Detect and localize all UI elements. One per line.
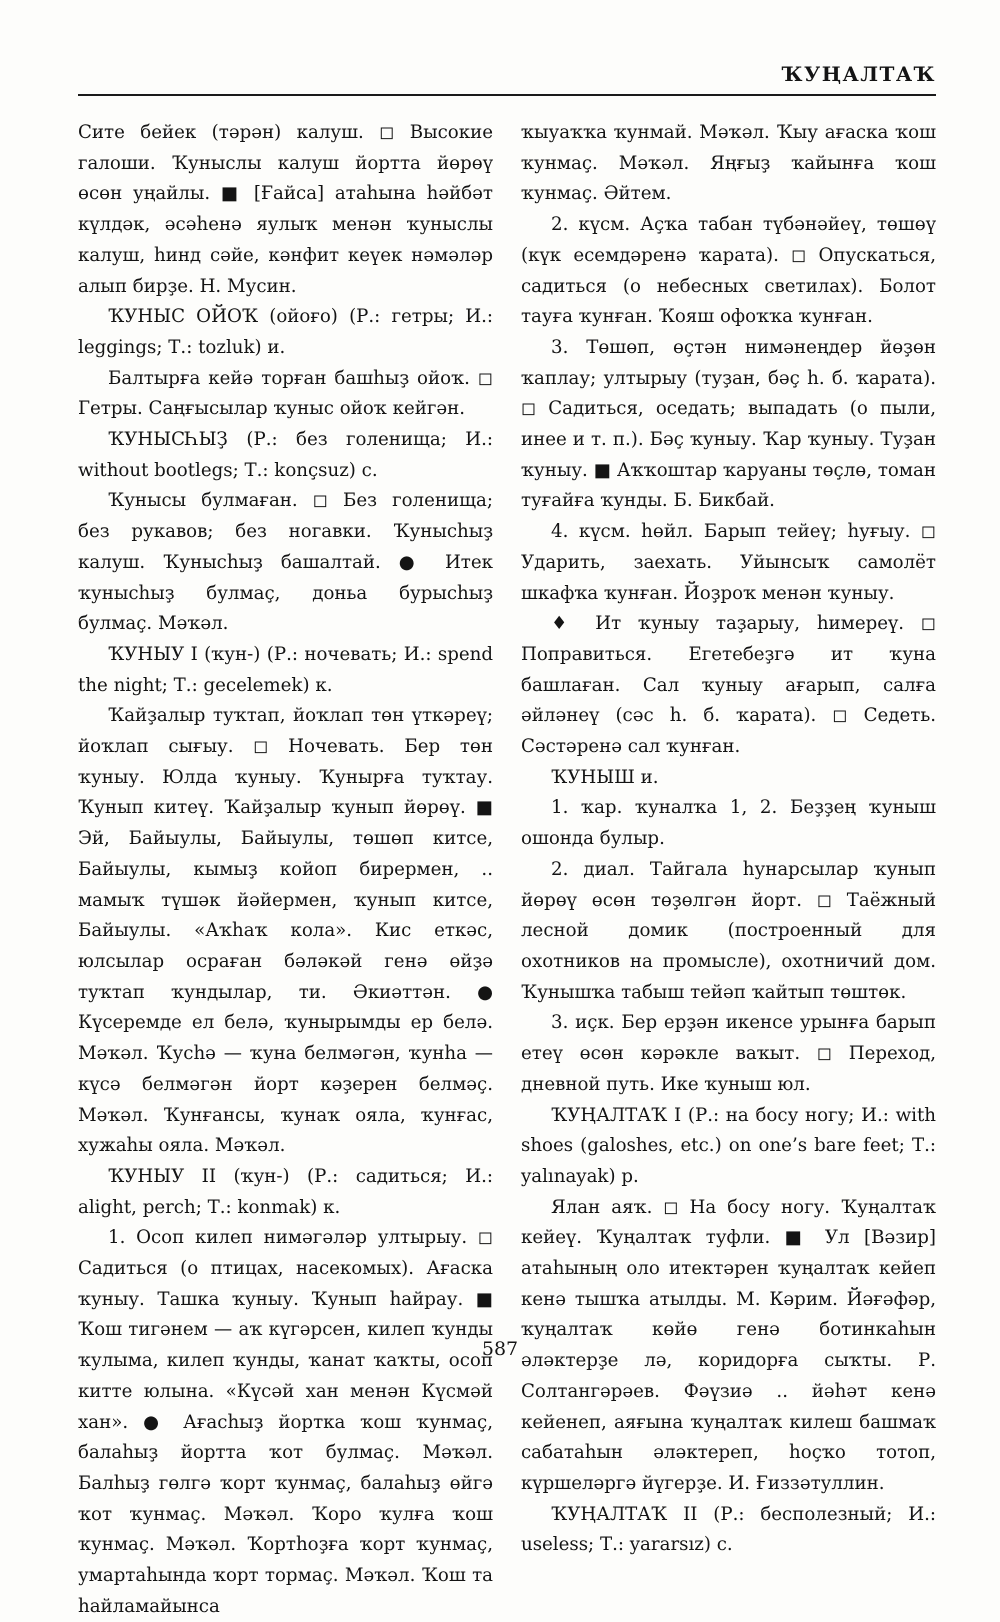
entry-text: Ҡунысы булмаған. ◻ Без голенища; без рукавов; без ногавки. Ҡуныcһыҙ калуш. Ҡуныcһыҙ башалтай. ● Итек ҡуныcһыҙ булмаç, доньа бурыcһыҙ булмаç. Мәҡәл. bbox=[78, 490, 493, 635]
entry-text: ҠУНЫУ I (ҡун-) (Р.: ночевать; И.: spend the night; Т.: gecelemek) к. bbox=[78, 643, 493, 696]
entry-text: ҠУНЫС ОЙОҠ (ойоғо) (Р.: гетры; И.: leggings; Т.: tozluk) и. bbox=[78, 306, 493, 358]
entry-text: 2. күсм. Аҫҡа табан түбәнәйеү, төшөү (күк есемдәренә ҡарата). ◻ Опускаться, садиться (о небесных светилах). Болот тауға ҡунған. Ҡояш офоҡҡа ҡунған. bbox=[521, 214, 936, 328]
left-column bbox=[78, 118, 493, 1622]
entry-text: ҠУНЫСҺЫҘ (Р.: без голенища; И.: without bootlegs; Т.: konçsuz) с. bbox=[78, 429, 493, 481]
entry-text: Ялан аяҡ. ◻ На босу ногу. Ҡуңалтаҡ кейеү. Ҡуңалтаҡ туфли. ■ Ул [Вәзир] атаһының оло итектәрен ҡуңалтаҡ кейеп кенә тышҡа атылды. М. Кәрим. Йәғәфәр, ҡуңалтаҡ көйө генә ботинкаһын әләктерҙе лә, коридорға сыҡты. Р. Солтангәрәев. Фәүзиә .. йәһәт кенә кейенеп, аяғына ҡуңалтаҡ килеш башмаҡ сабатаһын әләктереп, һоçҡо тотоп, күршеләргә йүгерҙе. И. Ғиззәтуллин. bbox=[521, 1196, 936, 1494]
entry-text: 2. диал. Тайгала һунарсылар ҡунып йөрөү өсөн төҙөлгән йорт. ◻ Таёжный лесной домик (построенный для охотников на промысле), охотничий дом. Ҡунышҡа табыш тейәп ҡайтып төштөк. bbox=[521, 858, 936, 1003]
running-header: ҠУҢАЛТАҠ bbox=[781, 62, 936, 86]
entry-text: ҡыуаҡҡа ҡунмай. Мәҡәл. Ҡыу ағаска ҡош ҡунмаç. Мәҡәл. Яңғыҙ ҡайынға ҡош ҡунмаç. Әйтем. bbox=[521, 122, 936, 205]
entry-text: ҠУҢАЛТАҠ II (Р.: бесполезный; И.: useless; Т.: yararsız) с. bbox=[521, 1503, 936, 1556]
entry-text: ♦ Ит ҡуныу таҙарыу, һимереү. ◻ Поправиться. Егетебеҙгә ит ҡуна башлаған. Сал ҡуныу ағарып, салға әйләнеү (сәс һ. б. ҡарата). ◻ Седеть. Сәстәренә сал ҡунған. bbox=[521, 613, 936, 758]
entry-text: 1. ҡар. ҡуналҡа 1, 2. Беҙҙең ҡуныш ошонда булыр. bbox=[521, 797, 936, 850]
entry-text: ҠУНЫШ и. bbox=[551, 766, 659, 788]
entry-text: 3. иçк. Бер ерҙән икенсе урынға барып етеү өсөн кәрәкле ваҡыт. ◻ Переход, дневной путь. Ике ҡуныш юл. bbox=[521, 1012, 936, 1095]
entry-text: Балтырға кейә торған башһыҙ ойоҡ. ◻ Гетры. Саңғысылар ҡуныс ойоҡ кейгән. bbox=[78, 367, 493, 420]
entry-text: 3. Төшөп, өҫтән нимәнеңдер йөҙөн ҡаплау; ултырыу (туҙан, бәç һ. б. ҡарата). ◻ Садиться, оседать; выпадать (о пыли, инее и т. п.). Бәç ҡуныу. Ҡар ҡуныу. Туҙан ҡуныу. ■ Аҡҡоштар ҡаруаны төçлө, томан туғайға ҡунды. Б. Бикбай. bbox=[521, 336, 936, 512]
entry-text: ҠУНЫУ II (ҡун-) (Р.: садиться; И.: alight, perch; Т.: konmak) к. bbox=[78, 1165, 493, 1218]
page-number: 587 bbox=[481, 1338, 519, 1360]
header-rule bbox=[78, 94, 936, 96]
entry-text: Сите бейек (тәрән) калуш. ◻ Высокие галоши. Ҡуныслы калуш йортта йөрөү өсөн уңайлы. ■ [Ғайса] атаһына һәйбәт күлдәк, әсәһенә яулыҡ менән ҡуныслы калуш, һинд сәйе, кәнфит кеүек нәмәләр алып бирҙе. Н. Мусин. bbox=[78, 122, 493, 297]
entry-text: ҠУҢАЛТАҠ I (Р.: на босу ногу; И.: with shoes (galoshes, etc.) on one’s bare feet; Т.: yalınayak) р. bbox=[521, 1104, 936, 1187]
entry-text: 1. Осоп килеп нимәгәләр ултырыу. ◻ Садиться (о птицах, насекомых). Ағаска ҡуныу. Ташка ҡуныу. Ҡунып һайрау. ■ Ҡош тигәнем — аҡ күгәрсен, килеп ҡунды ҡулыма, килеп ҡунды, ҡанат ҡаҡты, осоп китте юлына. «Күсәй хан менән Күсмәй хан». ● Ағасһыҙ йортка ҡош ҡунмаç, балаһыҙ йортта ҡот булмаç. Мәҡәл. Балһыҙ гөлгә ҡорт ҡунмаç, балаһыҙ өйгә ҡот ҡунмаç. Мәҡәл. Ҡоро ҡулға ҡош ҡунмаç. Мәҡәл. Ҡортһоҙға ҡорт ҡунмаç, умартаһында ҡорт тормаç. Мәҡәл. Ҡош та һайламайынса bbox=[78, 1227, 493, 1617]
entry-text: Ҡайҙалыр туҡтап, йоҡлап төн үткәреү; йоҡлап сығыу. ◻ Ночевать. Бер төн ҡуныу. Юлда ҡуныу. Ҡунырға туҡтау. Ҡунып китеү. Ҡайҙалыр ҡунып йөрөү. ■ Эй, Байыулы, Байыулы, төшөп китсе, Байыулы, кымыҙ койоп бирермен, .. мамыҡ түшәк йәйермен, ҡунып китсе, Байыулы. «Аҡһаҡ кола». Кис еткәс, юлсылар осраған бәләкәй генә өйҙә туҡтап ҡундылар, ти. Әкиәттән. ● Күсеремде ел белә, ҡунырымды ер белә. Мәҡәл. Ҡусһә — ҡуна белмәгән, ҡунһа — күсә белмәгән йорт кәҙерен белмәç. Мәҡәл. Ҡунғансы, ҡунаҡ ояла, ҡунғас, хужаһы ояла. Мәҡәл. bbox=[78, 705, 493, 1157]
entry-text: 4. күсм. һөйл. Барып тейеү; һуғыу. ◻ Ударить, заехать. Уйынсыҡ самолёт шкафҡа ҡунған. Йоҙроҡ менән ҡуныу. bbox=[521, 521, 936, 604]
